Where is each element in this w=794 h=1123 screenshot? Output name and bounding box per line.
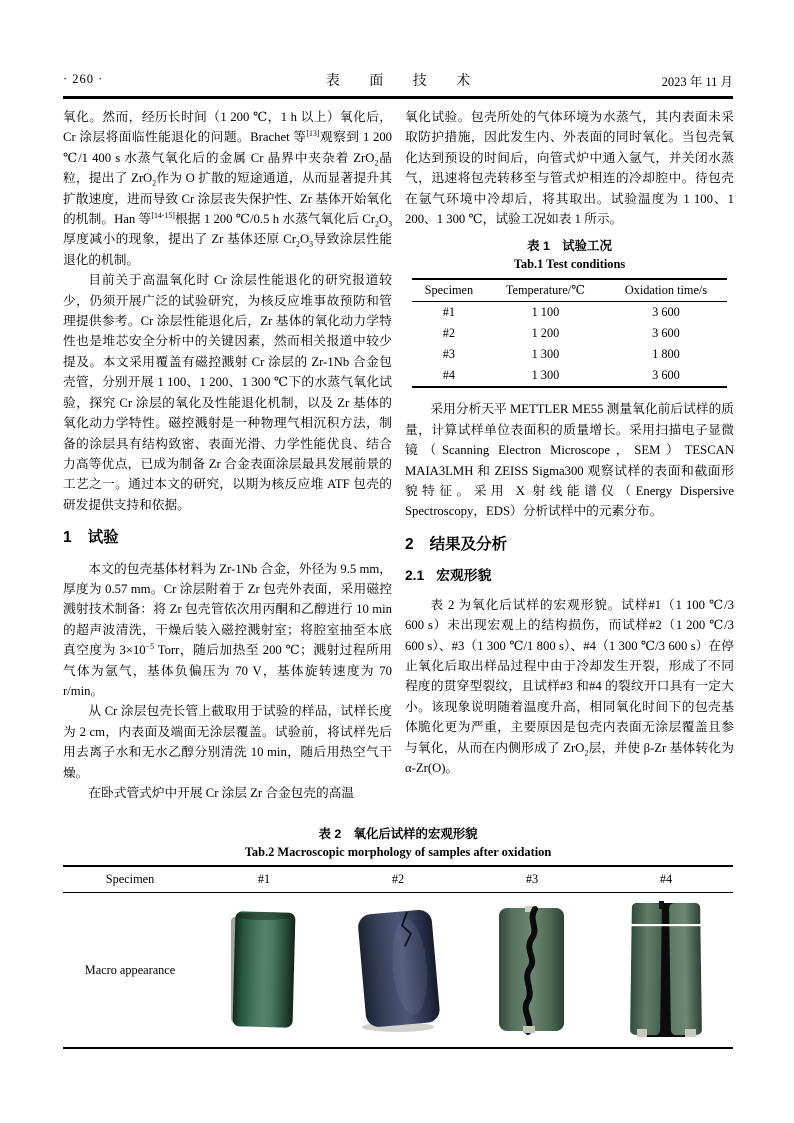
paragraph: 表 2 为氧化后试样的宏观形貌。试样#1（1 100 ℃/3 600 s）未出现宏观上的结构损伤，而试样#2（1 200 ℃/3 600 s）、#3（1 300 ℃/1 800 s）、#4（1 300 ℃/3 600 s）在停止氧化后取出样品过程中由于冷却发生开裂，形成了不同程度的贯穿型裂纹，且试样#3 和#4 的裂纹开口具有一定大小。该现象说明随着温度升高，相同氧化时间下的包壳基体脆化更为严重，主要原因是包壳内表面无涂层覆盖且参与氧化，从而在内侧形成了 ZrO$_2$层，并使 β-Zr 基体转化为 α-Zr(O)。	[405, 597, 734, 775]
table-2-caption-en: Tab.2 Macroscopic morphology of samples after oxidation	[244, 845, 552, 859]
sample-photo-3	[493, 904, 571, 1036]
section-title: 试验	[87, 529, 119, 547]
paragraph: 本文的包壳基体材料为 Zr-1Nb 合金，外径为 9.5 mm，厚度为 0.57 mm。Cr 涂层附着于 Zr 包壳外表面，采用磁控溅射技术制备：将 Zr 包壳管依次用丙酮和乙醇进行 10 min 的超声波清洗，干燥后装入磁控溅射室；将腔室抽至本底真空度为 $3\times 10^{-5}$ Torr，随后加热至 200 ℃；溅射过程所用气体为氩气，基体负偏压为 70 V，基体旋转速度为 70 r/min。	[63, 561, 392, 698]
section-number: 2.1	[405, 568, 425, 584]
table-2-caption-zh: 表 2 氧化后试样的宏观形貌	[318, 827, 478, 841]
paragraph: 氧化试验。包壳所处的气体环境为水蒸气，其内表面未采取防护措施，因此发生内、外表面的同时氧化。当包壳氧化达到预设的时间后，向管式炉中通入氩气，并关闭水蒸气，迅速将包壳转移至与管式炉相连的冷却腔中。待包壳在氩气环境中冷却后，将其取出。试验温度为 1 100、1 200、1 300 ℃，试验工况如表 1 所示。	[405, 110, 734, 227]
row-label: Macro appearance	[84, 962, 176, 977]
column-header: #4	[599, 866, 733, 893]
column-header: #2	[331, 866, 465, 893]
cell-oxidation-time: 3 600	[652, 305, 680, 320]
paragraph: 目前关于高温氧化时 Cr 涂层性能退化的研究报道较少，仍须开展广泛的试验研究，为核反应堆事故预防和管理提供参考。Cr 涂层性能退化后，Zr 基体的氧化动力学特性也是堆芯安全分析中的关键因素，然而相关报道中较少提及。本文采用覆盖有磁控溅射 Cr 涂层的 Zr-1Nb 合金包壳管，分别开展 1 100、1 200、1 300 ℃下的水蒸气氧化试验，探究 Cr 涂层的氧化及性能退化机制，以及 Zr 基体的氧化动力学特性。磁控溅射是一种物理气相沉积方法，制备的涂层具有结构致密、表面光滑、力学性能优良、结合力高等优点，已成为制备 Zr 合金表面涂层最具发展前景的工艺之一。通过本文的研究，以期为核反应堆 ATF 包壳的研发提供支持和依据。	[63, 273, 392, 512]
section-heading-2	[405, 535, 734, 555]
paragraph: 在卧式管式炉中开展 Cr 涂层 Zr 合金包壳的高温	[88, 786, 355, 800]
left-column	[63, 107, 392, 824]
table-row	[63, 893, 733, 1049]
cell-oxidation-time: 3 600	[652, 326, 680, 341]
table-row	[412, 344, 728, 365]
cell-specimen: #2	[442, 326, 456, 341]
table-row	[412, 302, 728, 324]
table-2-block	[63, 826, 733, 1049]
table-row	[412, 323, 728, 344]
sample-photo-1	[230, 909, 298, 1031]
cell-temperature: 1 100	[531, 305, 560, 320]
table-row	[412, 365, 728, 387]
paragraph: 采用分析天平 METTLER ME55 测量氧化前后试样的质量，计算试样单位表面积的质量增长。采用扫描电子显微镜（Scanning Electron Microscope，SEM）TESCAN MAIA3LMH 和 ZEISS Sigma300 观察试样的表面和截面形貌特征。采用 X 射线能谱仪（Energy Dispersive Spectroscopy，EDS）分析试样中的元素分布。	[405, 402, 734, 519]
column-header: Specimen	[63, 866, 197, 893]
page-header	[63, 70, 733, 92]
section-title: 宏观形貌	[436, 568, 492, 584]
paragraph: 从 Cr 涂层包壳长管上截取用于试验的样品，试样长度为 2 cm，内表面及端面无涂层覆盖。试验前，将试样先后用去离子水和无水乙醇分别清洗 10 min，随后用热空气干燥。	[63, 704, 392, 780]
table-1-caption-zh: 表 1 试验工况	[527, 239, 612, 254]
paragraph: 氧化。然而，经历长时间（1 200 ℃，1 h 以上）氧化后，Cr 涂层将面临性能退化的问题。Brachet 等[13]观察到 1 200 ℃/1 400 s 水蒸气氧化后的金属 Cr 晶界中夹杂着 ZrO$_2$晶粒，提出了 ZrO$_2$作为 O 扩散的短途通道，从而显著提升其扩散速度，进而导致 Cr 涂层丧失保护性、Zr 基体开始氧化的机制。Han 等[14-15]根据 1 200 ℃/0.5 h 水蒸气氧化后 $Cr_2O_3$厚度减小的现象，提出了 Zr 基体还原 $Cr_2O_3$导致涂层性能退化的机制。	[63, 110, 392, 267]
cell-oxidation-time: 1 800	[652, 347, 680, 362]
page-number: · 260 ·	[63, 72, 104, 86]
column-header: Specimen	[412, 279, 487, 302]
column-header: #1	[197, 866, 331, 893]
photo-cell-3	[465, 893, 599, 1049]
cell-specimen: #1	[442, 305, 456, 320]
cell-temperature: 1 300	[531, 347, 560, 362]
header-rule	[63, 96, 733, 99]
section-title: 结果及分析	[429, 535, 508, 553]
right-column	[405, 107, 734, 824]
table-1-block	[405, 238, 734, 388]
cell-specimen: #3	[442, 347, 456, 362]
column-header: Temperature/℃	[486, 279, 604, 302]
section-heading-1	[63, 528, 392, 548]
issue-date: 2023 年 11 月	[661, 75, 733, 89]
cell-temperature: 1 200	[531, 326, 560, 341]
photo-cell-4	[599, 893, 733, 1049]
macro-morphology-table	[63, 865, 733, 1049]
cell-oxidation-time: 3 600	[652, 368, 680, 383]
test-conditions-table	[412, 278, 728, 388]
journal-title: 表 面 技 术	[325, 74, 484, 89]
section-number: 2	[405, 535, 414, 553]
table-1-caption-en: Tab.1 Test conditions	[513, 257, 626, 272]
table-header-row	[63, 866, 733, 893]
sample-photo-2	[346, 906, 450, 1034]
column-header: Oxidation time/s	[605, 279, 728, 302]
cell-temperature: 1 300	[531, 368, 560, 383]
photo-cell-1	[197, 893, 331, 1049]
section-heading-2-1	[405, 566, 734, 586]
column-header: #3	[465, 866, 599, 893]
sample-photo-4	[623, 899, 709, 1041]
photo-cell-2	[331, 893, 465, 1049]
section-number: 1	[63, 529, 72, 547]
table-header-row	[412, 279, 728, 302]
cell-specimen: #4	[442, 368, 456, 383]
